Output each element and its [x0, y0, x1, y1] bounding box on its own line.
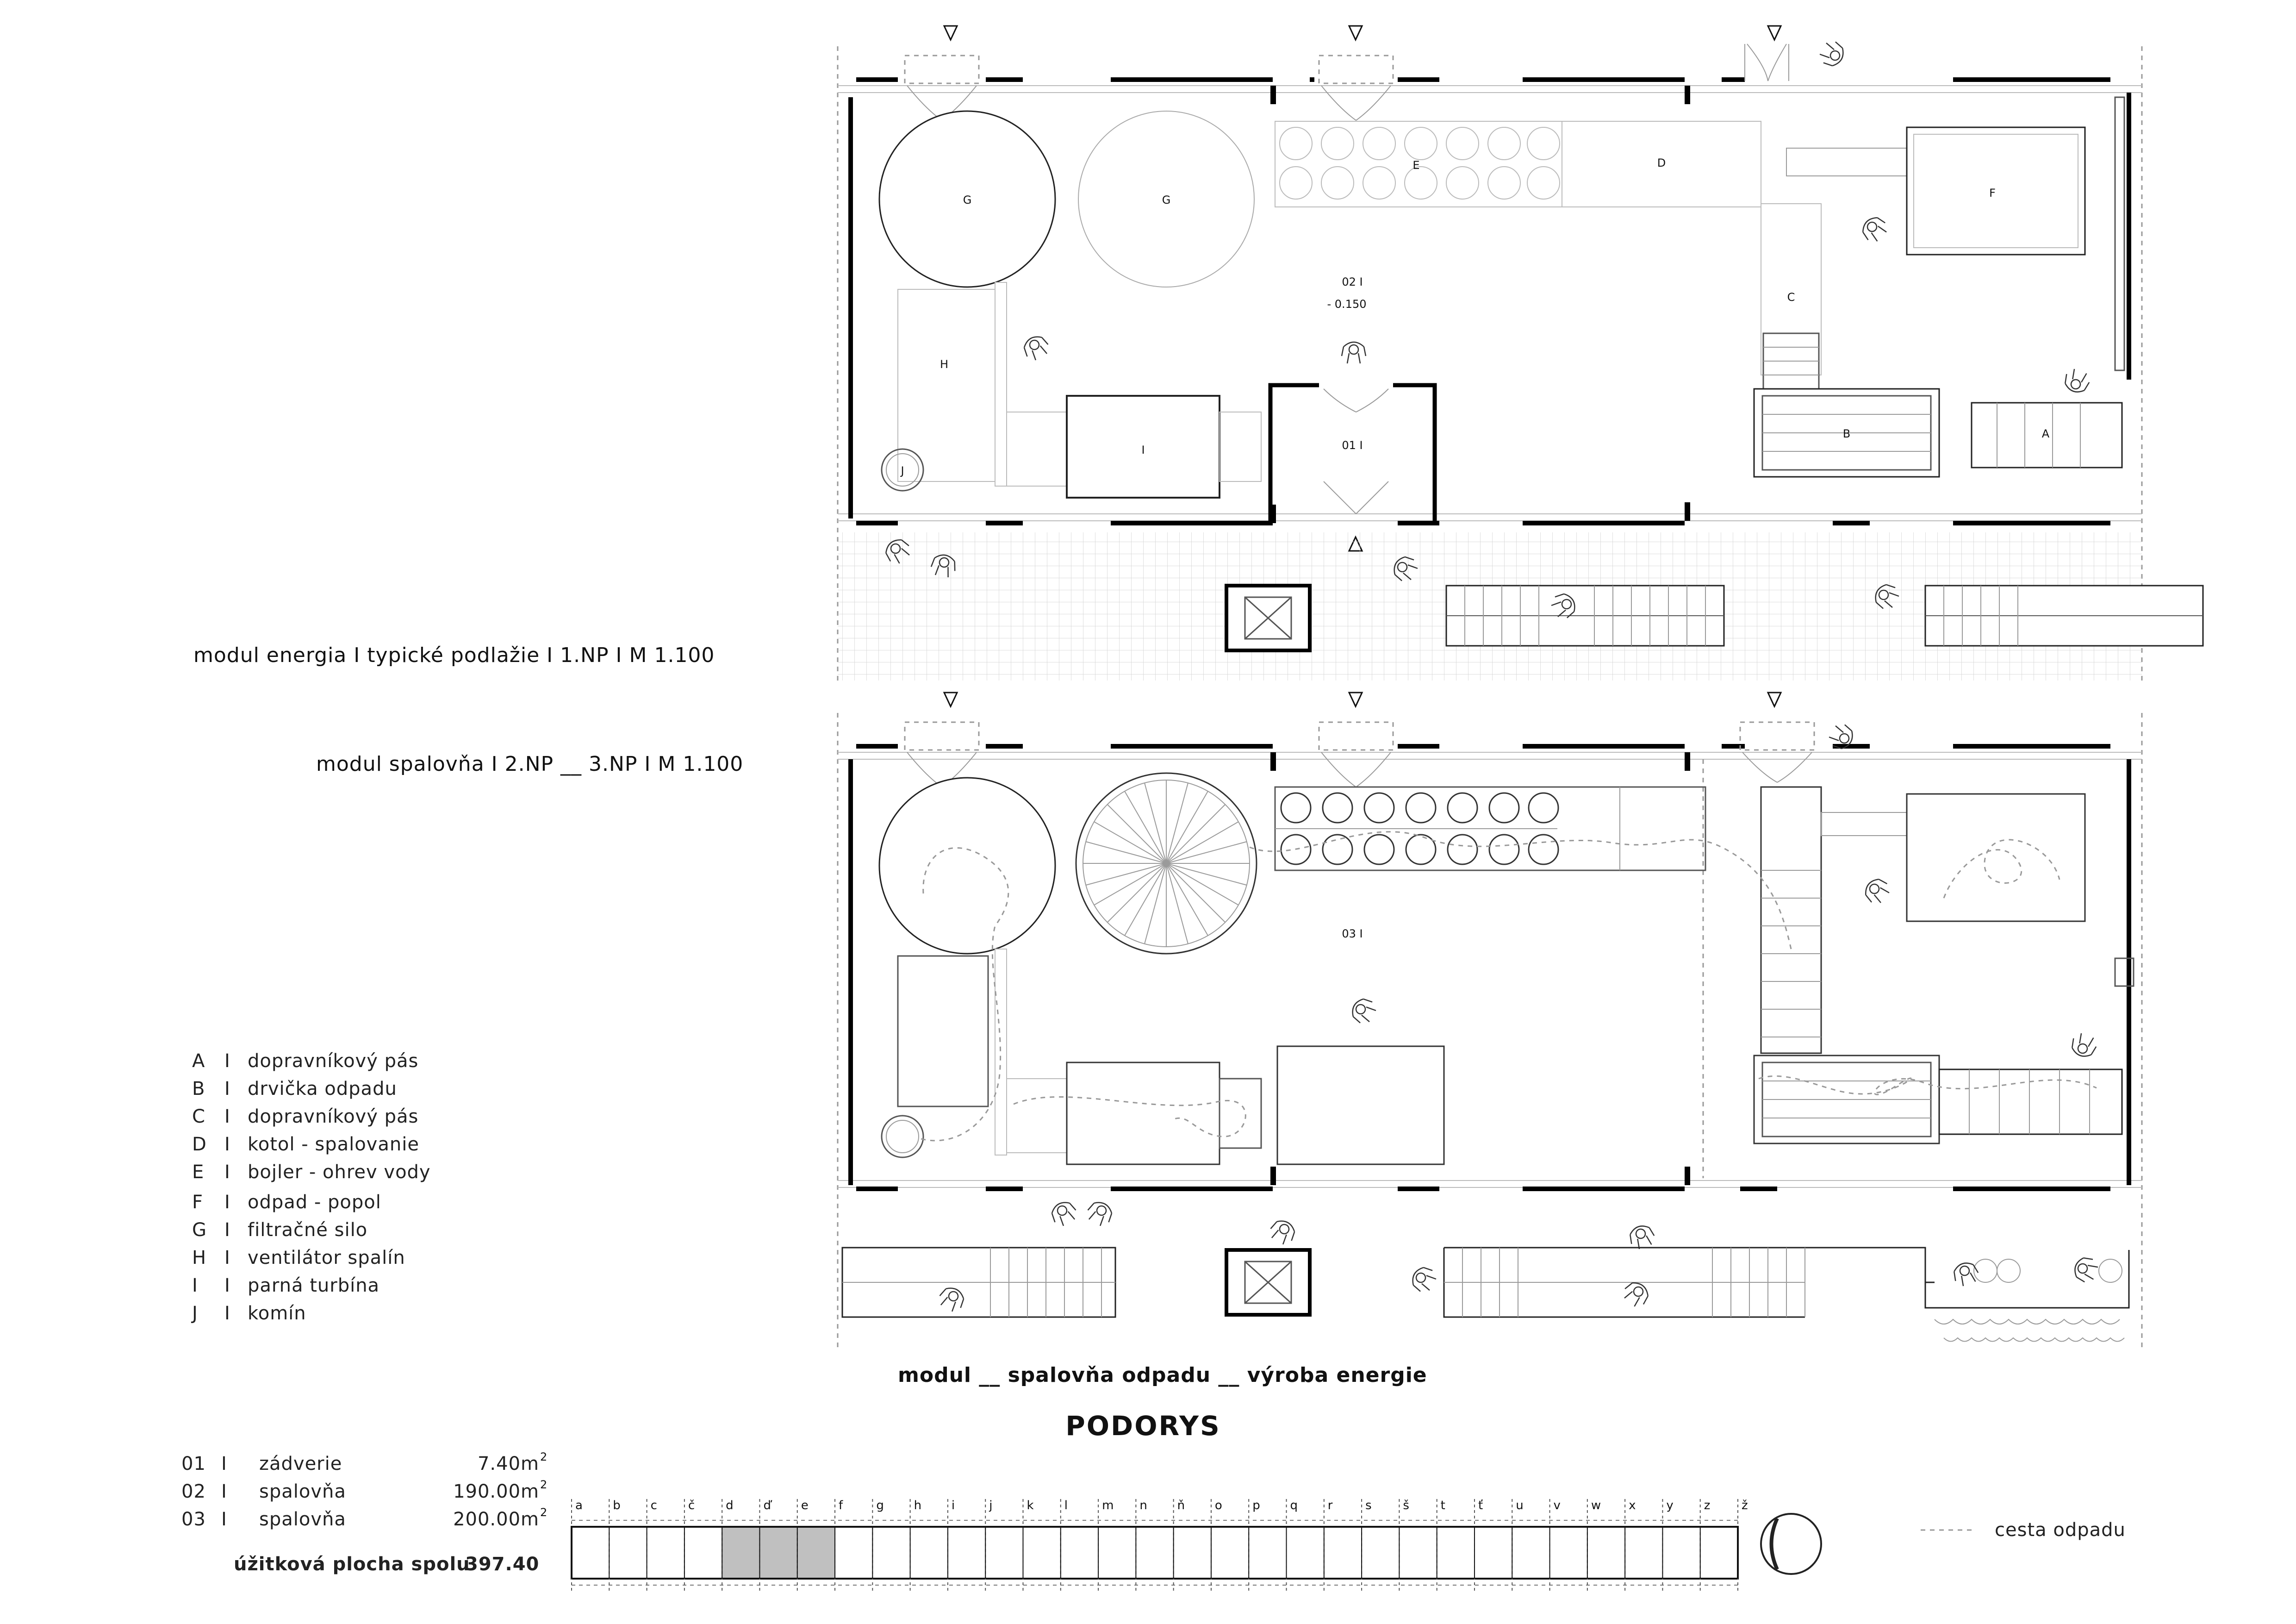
- legend-item-C: C I dopravníkový pás: [192, 1106, 419, 1127]
- tag-I: I: [1141, 443, 1145, 456]
- legend-item-F: F I odpad - popol: [192, 1192, 381, 1213]
- path-legend-label: cesta odpadu: [1995, 1519, 2126, 1541]
- door-top: [905, 693, 979, 787]
- vestibule-01: [1270, 385, 1435, 523]
- grid-letter: ň: [1177, 1499, 1185, 1512]
- room-03-label: 03 I: [1342, 927, 1363, 940]
- tag-J: J: [901, 464, 904, 477]
- area-value-01: 7.40m: [477, 1453, 539, 1474]
- grid-letter: o: [1214, 1499, 1222, 1512]
- door-top: [1740, 693, 1814, 782]
- door-top: [1319, 26, 1393, 120]
- door-top: [905, 26, 979, 120]
- staircase: [1925, 586, 2203, 646]
- grid-letter: a: [575, 1499, 583, 1512]
- grid-letter: ť: [1478, 1499, 1483, 1512]
- tag-A: A: [2041, 427, 2050, 440]
- person-figure: [1858, 213, 1890, 245]
- grid-letter: c: [650, 1499, 657, 1512]
- flue-fan: [898, 956, 988, 1106]
- module-grid: [572, 1499, 1748, 1593]
- tag-C: C: [1787, 291, 1795, 304]
- total-area-value: 397.40: [465, 1554, 540, 1575]
- total-area-label: úžitková plocha spolu: [234, 1554, 470, 1575]
- tag-F: F: [1989, 187, 1996, 200]
- area-unit-sup: 2: [540, 1506, 548, 1519]
- tag-E: E: [1412, 159, 1420, 172]
- staircase: [842, 1248, 1115, 1317]
- north-arrow-icon: [1772, 1518, 1778, 1569]
- area-row-03: 03 I spalovňa: [181, 1509, 346, 1530]
- person-figure: [1408, 1263, 1439, 1295]
- grid-letter: g: [876, 1499, 884, 1512]
- grid-letter: m: [1102, 1499, 1114, 1512]
- steam-turbine: [1067, 1062, 1220, 1164]
- person-figure: [1342, 342, 1366, 363]
- person-figure: [1620, 1278, 1652, 1310]
- flue-fan: [898, 289, 995, 481]
- grid-letter: ď: [763, 1499, 771, 1512]
- person-figure: [1267, 1217, 1298, 1247]
- person-figure: [1020, 332, 1052, 363]
- door-top: [1745, 26, 1789, 81]
- equipment-legend: [191, 1050, 431, 1324]
- grid-cell-highlight: [797, 1527, 835, 1579]
- upper-plan-caption: modul energia I typické podlažie I 1.NP I M 1.100: [193, 643, 715, 667]
- room-02-label: 02 I: [1342, 275, 1363, 288]
- grid-letter: u: [1516, 1499, 1524, 1512]
- area-value-02: 190.00m: [453, 1481, 539, 1502]
- tag-D: D: [1657, 156, 1666, 169]
- sheet-title: PODORYS: [1065, 1410, 1221, 1442]
- conveyor-A: [1939, 1069, 2122, 1134]
- boiler-tanks: [1275, 787, 1705, 870]
- legend-item-E: E I bojler - ohrev vody: [192, 1162, 431, 1183]
- grid-letter: p: [1252, 1499, 1260, 1512]
- person-figure: [1348, 995, 1379, 1026]
- chimney: [882, 1116, 923, 1157]
- grid-letter: v: [1553, 1499, 1561, 1512]
- person-figure: [2069, 1031, 2099, 1060]
- person-figure: [1627, 1223, 1657, 1251]
- legend-item-A: A I dopravníkový pás: [192, 1050, 419, 1072]
- grid-letter: ž: [1742, 1499, 1748, 1512]
- grid-letter: n: [1139, 1499, 1147, 1512]
- door-top: [1319, 693, 1393, 787]
- crusher: [1754, 1056, 1939, 1143]
- grid-letter: d: [726, 1499, 734, 1512]
- area-value-03: 200.00m: [453, 1509, 539, 1530]
- legend-item-G: G I filtračné silo: [192, 1219, 368, 1241]
- filter-silo: [879, 778, 1055, 954]
- grid-letter: š: [1403, 1499, 1409, 1512]
- legend-item-H: H I ventilátor spalín: [192, 1247, 405, 1268]
- grid-letter: e: [801, 1499, 809, 1512]
- grid-letter: z: [1704, 1499, 1711, 1512]
- grid-letter: t: [1440, 1499, 1445, 1512]
- module-title: modul __ spalovňa odpadu __ výroba energie: [898, 1363, 1427, 1387]
- staircase: [1446, 586, 1724, 646]
- grid-letter: f: [839, 1499, 843, 1512]
- area-row-01: 01 I zádverie: [181, 1453, 342, 1474]
- tag-B: B: [1842, 427, 1851, 440]
- room-02-level: - 0.150: [1327, 298, 1367, 311]
- area-unit-sup: 2: [540, 1478, 548, 1491]
- person-figure: [1861, 875, 1893, 907]
- grid-letter: h: [914, 1499, 922, 1512]
- grid-letter: y: [1666, 1499, 1674, 1512]
- furnace-block: [1277, 1046, 1444, 1164]
- tag-G: G: [963, 194, 972, 206]
- planter: [1925, 1250, 2129, 1342]
- person-figure: [2062, 367, 2092, 395]
- legend-item-B: B I drvička odpadu: [192, 1078, 397, 1099]
- tag-H: H: [940, 358, 949, 371]
- area-unit-sup: 2: [540, 1450, 548, 1463]
- area-table: [181, 1450, 547, 1575]
- lower-floor-plan: [838, 693, 2142, 1347]
- person-figure: [1817, 38, 1848, 69]
- ash-container: [1907, 794, 2085, 921]
- lower-plan-caption: modul spalovňa I 2.NP __ 3.NP I M 1.100: [316, 752, 744, 776]
- grid-letter: k: [1027, 1499, 1034, 1512]
- grid-letter: b: [613, 1499, 621, 1512]
- grid-letter: w: [1591, 1499, 1601, 1512]
- grid-letter: j: [989, 1499, 993, 1512]
- grid-letter: č: [688, 1499, 695, 1512]
- elevator: [1226, 1250, 1310, 1315]
- legend-item-J: J I komín: [192, 1303, 306, 1324]
- grid-letter: l: [1064, 1499, 1068, 1512]
- ash-container: [1907, 127, 2085, 255]
- conveyor-C: [1761, 787, 1821, 1053]
- spiral-staircase: [1076, 773, 1257, 954]
- grid-letter: q: [1290, 1499, 1298, 1512]
- person-figure: [1048, 1198, 1079, 1229]
- staircase: [1444, 1248, 1935, 1317]
- grid-letter: s: [1365, 1499, 1372, 1512]
- conveyor-C: [1761, 204, 1821, 375]
- grid-letter: x: [1629, 1499, 1636, 1512]
- grid-cell-highlight: [759, 1527, 797, 1579]
- person-figure: [1084, 1198, 1115, 1229]
- room-01-label: 01 I: [1342, 439, 1363, 452]
- grid-letter: i: [951, 1499, 955, 1512]
- legend-item-I: I I parná turbína: [192, 1275, 380, 1296]
- upper-floor-plan: [838, 26, 2203, 681]
- grid-cell-highlight: [722, 1527, 759, 1579]
- grid-letter: r: [1327, 1499, 1333, 1512]
- elevator: [1226, 586, 1310, 650]
- tag-G: G: [1162, 194, 1171, 206]
- legend-item-D: D I kotol - spalovanie: [192, 1134, 419, 1155]
- area-row-02: 02 I spalovňa: [181, 1481, 346, 1502]
